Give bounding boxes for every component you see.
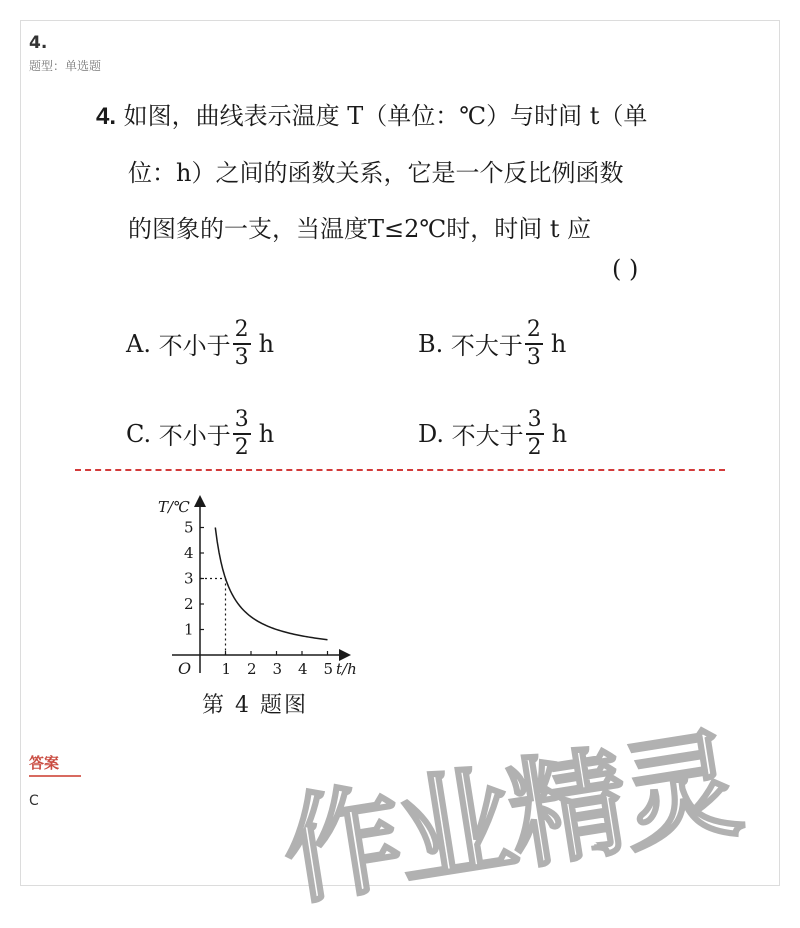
option-a-text: 不小于 bbox=[158, 332, 231, 361]
y-tick-label: 5 bbox=[184, 518, 194, 537]
option-b[interactable] bbox=[418, 318, 566, 370]
figure-caption: 第 4 题图 bbox=[202, 693, 308, 718]
option-d-unit: h bbox=[551, 419, 568, 448]
option-a-unit: h bbox=[258, 329, 275, 358]
question-type: 题型：单选题 bbox=[29, 59, 102, 73]
denominator: 2 bbox=[527, 434, 542, 460]
denominator: 2 bbox=[234, 434, 249, 460]
x-tick-label: 5 bbox=[323, 660, 334, 678]
y-tick-label: 3 bbox=[184, 569, 194, 588]
answer-underline bbox=[29, 775, 81, 777]
option-a-letter: A. bbox=[126, 329, 151, 358]
stem-line-1 bbox=[96, 88, 696, 145]
numerator: 2 bbox=[234, 317, 249, 342]
option-c[interactable] bbox=[126, 408, 274, 460]
option-a[interactable] bbox=[126, 318, 274, 370]
option-d-text: 不大于 bbox=[451, 422, 524, 451]
option-b-text: 不大于 bbox=[450, 332, 523, 361]
option-b-fraction bbox=[525, 318, 543, 370]
x-tick-label: 1 bbox=[221, 660, 232, 678]
numerator: 3 bbox=[527, 407, 542, 432]
x-tick-label: 3 bbox=[272, 660, 283, 678]
option-d-fraction bbox=[526, 408, 544, 460]
option-c-letter: C. bbox=[126, 419, 152, 448]
option-c-fraction bbox=[233, 408, 251, 460]
stem-text-1: 如图，曲线表示温度 T（单位：℃）与时间 t（单 bbox=[123, 102, 648, 130]
origin-label: O bbox=[178, 659, 192, 678]
option-a-fraction bbox=[233, 318, 251, 370]
option-b-unit: h bbox=[550, 329, 567, 358]
question-stem bbox=[96, 88, 696, 257]
denominator: 3 bbox=[526, 344, 541, 370]
stem-number: 4. bbox=[96, 103, 117, 130]
y-axis-label: T/℃ bbox=[158, 498, 190, 516]
y-tick-label: 1 bbox=[184, 620, 194, 639]
answer-parentheses: ( ) bbox=[612, 255, 639, 283]
x-tick-label: 2 bbox=[247, 660, 257, 678]
y-tick-label: 4 bbox=[184, 544, 194, 562]
option-d-letter: D. bbox=[418, 419, 445, 448]
dashed-divider bbox=[75, 469, 725, 471]
x-tick-label: 4 bbox=[298, 660, 308, 678]
denominator: 3 bbox=[234, 344, 249, 370]
answer-value: C bbox=[29, 793, 39, 809]
x-axis-label: t/h bbox=[336, 660, 357, 678]
function-graph bbox=[150, 488, 370, 688]
numerator: 3 bbox=[234, 407, 249, 432]
watermark: 作业精灵 bbox=[274, 714, 747, 922]
answer-label: 答案 bbox=[29, 754, 60, 772]
option-b-letter: B. bbox=[418, 329, 444, 358]
numerator: 2 bbox=[526, 317, 541, 342]
question-number: 4. bbox=[29, 33, 48, 53]
stem-line-2: 位：h）之间的函数关系，它是一个反比例函数 bbox=[128, 159, 624, 187]
option-d[interactable] bbox=[418, 408, 567, 460]
option-c-unit: h bbox=[258, 419, 275, 448]
y-tick-label: 2 bbox=[184, 595, 194, 613]
option-c-text: 不小于 bbox=[158, 422, 231, 451]
stem-line-3: 的图象的一支，当温度T≤2℃时，时间 t 应 bbox=[128, 215, 592, 243]
inverse-curve bbox=[215, 528, 327, 640]
